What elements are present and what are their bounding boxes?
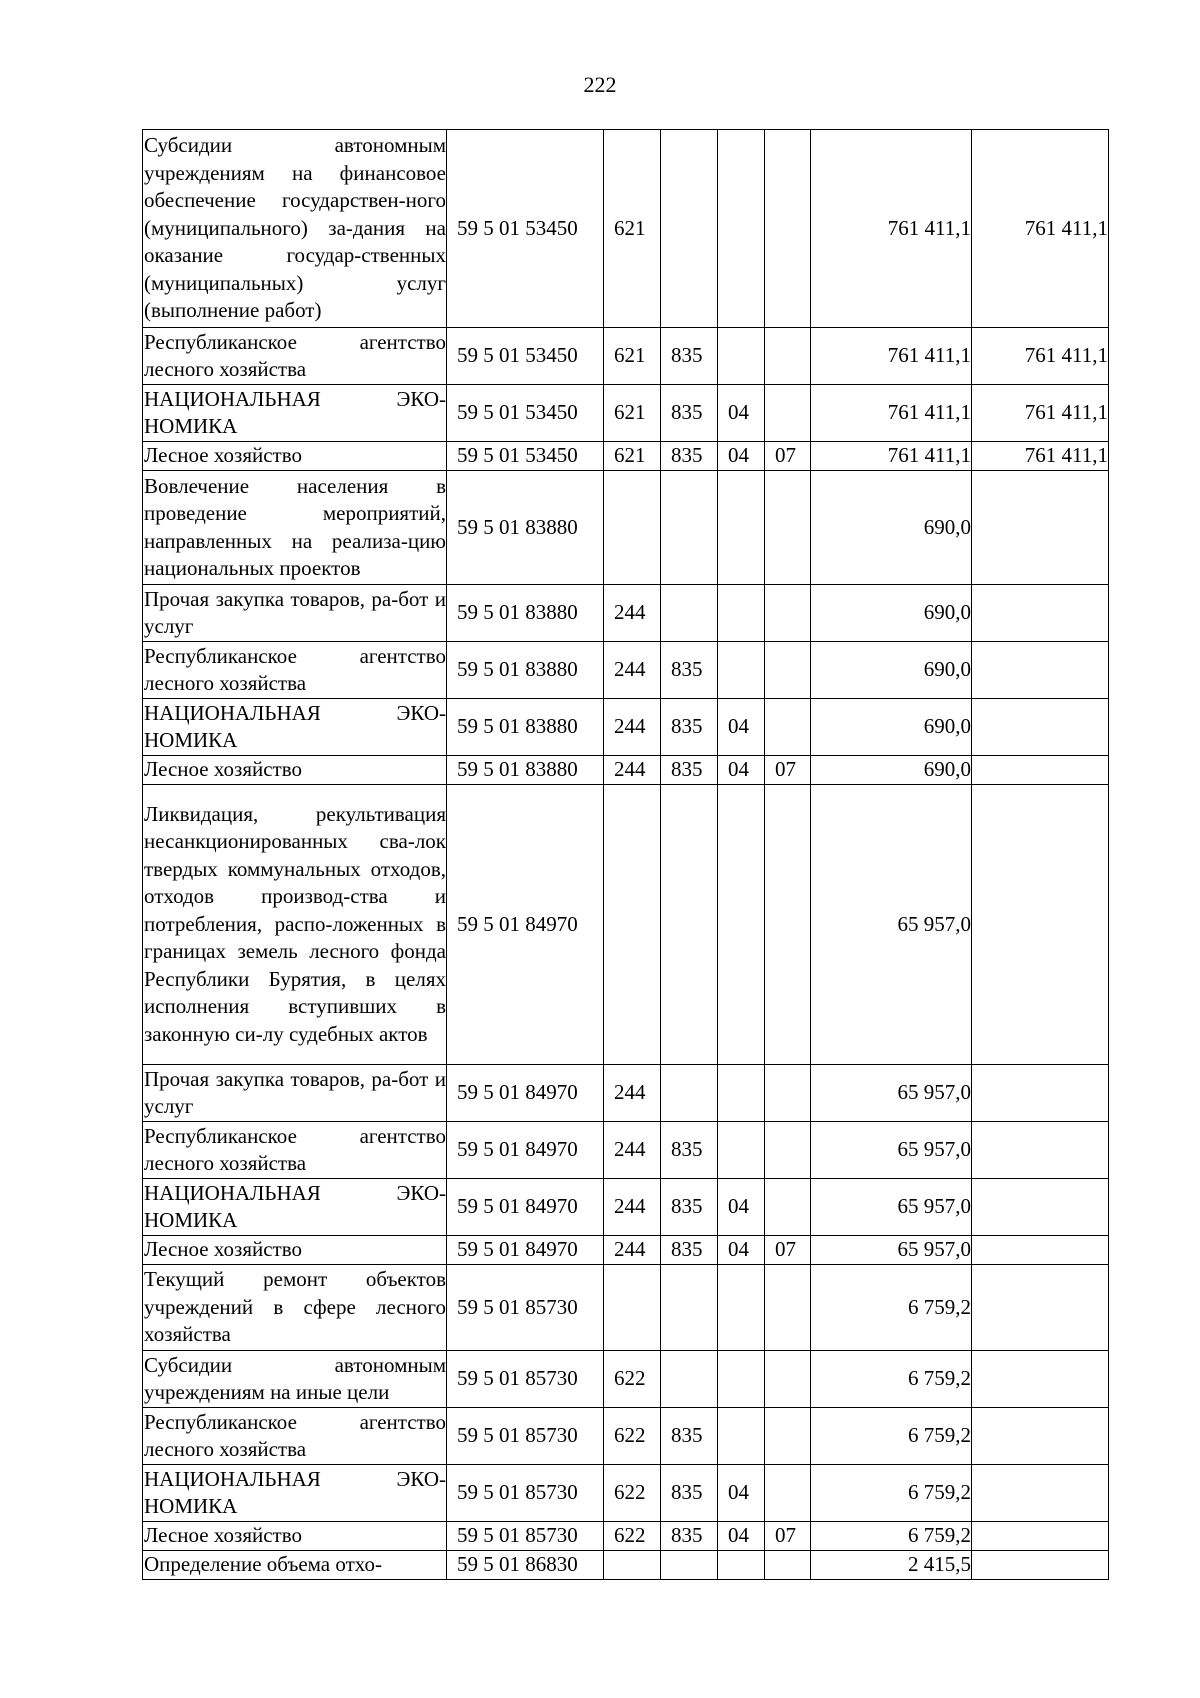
item-name: НАЦИОНАЛЬНАЯ ЭКО-НОМИКА	[143, 699, 447, 756]
subsection-code	[765, 1265, 811, 1351]
section-code	[718, 585, 765, 642]
table-row	[143, 756, 1109, 785]
agency-code: 835	[661, 1522, 718, 1551]
table-row	[143, 642, 1109, 699]
amount-2: 761 411,1	[972, 442, 1109, 471]
table-row	[143, 1522, 1109, 1551]
amount-1: 6 759,2	[811, 1265, 972, 1351]
amount-2	[972, 1265, 1109, 1351]
target-code: 59 5 01 83880	[447, 585, 604, 642]
amount-1: 761 411,1	[811, 442, 972, 471]
item-name: Прочая закупка товаров, ра-бот и услуг	[143, 1065, 447, 1122]
expense-type-code: 244	[604, 699, 661, 756]
expense-type-code: 244	[604, 1122, 661, 1179]
expense-type-code: 244	[604, 1179, 661, 1236]
target-code: 59 5 01 85730	[447, 1408, 604, 1465]
table-row	[143, 1236, 1109, 1265]
expense-type-code: 244	[604, 1236, 661, 1265]
target-code: 59 5 01 53450	[447, 130, 604, 328]
subsection-code	[765, 1551, 811, 1580]
section-code: 04	[718, 1236, 765, 1265]
section-code: 04	[718, 442, 765, 471]
subsection-code: 07	[765, 756, 811, 785]
agency-code: 835	[661, 328, 718, 385]
amount-1: 690,0	[811, 756, 972, 785]
expense-type-code	[604, 1265, 661, 1351]
expense-type-code: 244	[604, 642, 661, 699]
amount-2	[972, 785, 1109, 1065]
section-code	[718, 1351, 765, 1408]
amount-1: 690,0	[811, 471, 972, 585]
section-code: 04	[718, 756, 765, 785]
amount-1: 6 759,2	[811, 1351, 972, 1408]
subsection-code	[765, 785, 811, 1065]
table-row	[143, 1179, 1109, 1236]
target-code: 59 5 01 53450	[447, 385, 604, 442]
amount-2	[972, 585, 1109, 642]
table-row	[143, 785, 1109, 1065]
agency-code: 835	[661, 1122, 718, 1179]
item-name: НАЦИОНАЛЬНАЯ ЭКО-НОМИКА	[143, 1465, 447, 1522]
item-name: Текущий ремонт объектов учреждений в сфере лесного хозяйства	[143, 1265, 447, 1351]
amount-2	[972, 1065, 1109, 1122]
target-code: 59 5 01 84970	[447, 1179, 604, 1236]
table-row	[143, 1351, 1109, 1408]
subsection-code	[765, 1465, 811, 1522]
amount-2	[972, 471, 1109, 585]
agency-code: 835	[661, 699, 718, 756]
target-code: 59 5 01 84970	[447, 1236, 604, 1265]
item-name: Субсидии автономным учреждениям на финансовое обеспечение государствен-ного (муниципального) за-дания на оказание государ-ственных (муниципальных) услуг (выполнение работ)	[143, 130, 447, 328]
target-code: 59 5 01 85730	[447, 1265, 604, 1351]
amount-1: 690,0	[811, 699, 972, 756]
target-code: 59 5 01 83880	[447, 699, 604, 756]
expense-type-code	[604, 1551, 661, 1580]
budget-table-body	[143, 130, 1109, 1580]
page-number: 222	[583, 72, 617, 97]
agency-code	[661, 1551, 718, 1580]
item-name: Лесное хозяйство	[143, 1236, 447, 1265]
expense-type-code: 244	[604, 1065, 661, 1122]
amount-1: 65 957,0	[811, 1236, 972, 1265]
item-name: Лесное хозяйство	[143, 1522, 447, 1551]
agency-code: 835	[661, 642, 718, 699]
section-code	[718, 328, 765, 385]
target-code: 59 5 01 85730	[447, 1522, 604, 1551]
item-name: Вовлечение населения в проведение мероприятий, направленных на реализа-цию национальных проектов	[143, 471, 447, 585]
item-name: Определение объема отхо-	[143, 1551, 447, 1580]
agency-code	[661, 130, 718, 328]
expense-type-code	[604, 471, 661, 585]
amount-1: 761 411,1	[811, 328, 972, 385]
subsection-code	[765, 130, 811, 328]
section-code: 04	[718, 699, 765, 756]
subsection-code	[765, 385, 811, 442]
agency-code: 835	[661, 1408, 718, 1465]
item-name: Лесное хозяйство	[143, 756, 447, 785]
amount-2: 761 411,1	[972, 130, 1109, 328]
item-name: Республиканское агентство лесного хозяйства	[143, 1408, 447, 1465]
amount-2	[972, 699, 1109, 756]
item-name: НАЦИОНАЛЬНАЯ ЭКО-НОМИКА	[143, 1179, 447, 1236]
target-code: 59 5 01 84970	[447, 1122, 604, 1179]
amount-2	[972, 1465, 1109, 1522]
item-name: Лесное хозяйство	[143, 442, 447, 471]
amount-1: 65 957,0	[811, 1122, 972, 1179]
amount-2	[972, 1236, 1109, 1265]
item-name: Республиканское агентство лесного хозяйства	[143, 1122, 447, 1179]
expense-type-code: 622	[604, 1408, 661, 1465]
section-code	[718, 642, 765, 699]
subsection-code	[765, 1179, 811, 1236]
section-code: 04	[718, 1522, 765, 1551]
table-row	[143, 471, 1109, 585]
table-row	[143, 585, 1109, 642]
target-code: 59 5 01 84970	[447, 785, 604, 1065]
subsection-code	[765, 1122, 811, 1179]
amount-2	[972, 1408, 1109, 1465]
section-code	[718, 1265, 765, 1351]
expense-type-code: 621	[604, 130, 661, 328]
target-code: 59 5 01 84970	[447, 1065, 604, 1122]
subsection-code	[765, 471, 811, 585]
item-name: Республиканское агентство лесного хозяйства	[143, 642, 447, 699]
agency-code	[661, 585, 718, 642]
subsection-code: 07	[765, 1522, 811, 1551]
amount-1: 65 957,0	[811, 1065, 972, 1122]
section-code: 04	[718, 1179, 765, 1236]
item-name: Прочая закупка товаров, ра-бот и услуг	[143, 585, 447, 642]
amount-1: 6 759,2	[811, 1408, 972, 1465]
table-row	[143, 328, 1109, 385]
agency-code: 835	[661, 442, 718, 471]
table-row	[143, 442, 1109, 471]
amount-1: 690,0	[811, 585, 972, 642]
section-code	[718, 1122, 765, 1179]
amount-1: 6 759,2	[811, 1465, 972, 1522]
expense-type-code: 622	[604, 1522, 661, 1551]
expense-type-code: 622	[604, 1465, 661, 1522]
agency-code: 835	[661, 756, 718, 785]
expense-type-code: 621	[604, 328, 661, 385]
table-row	[143, 385, 1109, 442]
section-code: 04	[718, 1465, 765, 1522]
amount-2	[972, 1522, 1109, 1551]
subsection-code	[765, 1351, 811, 1408]
table-row	[143, 1065, 1109, 1122]
section-code	[718, 471, 765, 585]
amount-2	[972, 1179, 1109, 1236]
amount-1: 761 411,1	[811, 385, 972, 442]
expense-type-code: 244	[604, 585, 661, 642]
expense-type-code	[604, 785, 661, 1065]
table-row	[143, 1551, 1109, 1580]
amount-2: 761 411,1	[972, 328, 1109, 385]
table-row	[143, 1265, 1109, 1351]
agency-code	[661, 1351, 718, 1408]
expense-type-code: 621	[604, 442, 661, 471]
target-code: 59 5 01 83880	[447, 642, 604, 699]
item-name: Ликвидация, рекультивация несанкционированных сва-лок твердых коммунальных отходов, отходов производ-ства и потребления, распо-ложенных в границах земель лесного фонда Республики Бурятия, в целях исполнения вступивших в законную си-лу судебных актов	[143, 785, 447, 1065]
agency-code: 835	[661, 385, 718, 442]
section-code	[718, 1408, 765, 1465]
section-code	[718, 1065, 765, 1122]
table-row	[143, 699, 1109, 756]
amount-2	[972, 1551, 1109, 1580]
amount-2: 761 411,1	[972, 385, 1109, 442]
amount-1: 6 759,2	[811, 1522, 972, 1551]
agency-code	[661, 471, 718, 585]
agency-code	[661, 785, 718, 1065]
subsection-code	[765, 642, 811, 699]
subsection-code	[765, 585, 811, 642]
section-code	[718, 785, 765, 1065]
table-row	[143, 1122, 1109, 1179]
table-row	[143, 130, 1109, 328]
amount-2	[972, 1351, 1109, 1408]
subsection-code: 07	[765, 442, 811, 471]
subsection-code	[765, 1065, 811, 1122]
subsection-code: 07	[765, 1236, 811, 1265]
agency-code	[661, 1065, 718, 1122]
item-name: Республиканское агентство лесного хозяйства	[143, 328, 447, 385]
amount-2	[972, 1122, 1109, 1179]
amount-1: 2 415,5	[811, 1551, 972, 1580]
section-code	[718, 1551, 765, 1580]
expense-type-code: 622	[604, 1351, 661, 1408]
section-code	[718, 130, 765, 328]
budget-table	[142, 129, 1109, 1580]
agency-code: 835	[661, 1236, 718, 1265]
table-row	[143, 1465, 1109, 1522]
target-code: 59 5 01 83880	[447, 756, 604, 785]
target-code: 59 5 01 85730	[447, 1465, 604, 1522]
target-code: 59 5 01 86830	[447, 1551, 604, 1580]
item-name: Субсидии автономным учреждениям на иные цели	[143, 1351, 447, 1408]
agency-code	[661, 1265, 718, 1351]
agency-code: 835	[661, 1465, 718, 1522]
target-code: 59 5 01 85730	[447, 1351, 604, 1408]
subsection-code	[765, 328, 811, 385]
target-code: 59 5 01 53450	[447, 442, 604, 471]
amount-2	[972, 756, 1109, 785]
amount-1: 690,0	[811, 642, 972, 699]
target-code: 59 5 01 83880	[447, 471, 604, 585]
expense-type-code: 244	[604, 756, 661, 785]
subsection-code	[765, 699, 811, 756]
target-code: 59 5 01 53450	[447, 328, 604, 385]
expense-type-code: 621	[604, 385, 661, 442]
amount-1: 65 957,0	[811, 1179, 972, 1236]
amount-1: 761 411,1	[811, 130, 972, 328]
table-row	[143, 1408, 1109, 1465]
subsection-code	[765, 1408, 811, 1465]
amount-2	[972, 642, 1109, 699]
agency-code: 835	[661, 1179, 718, 1236]
amount-1: 65 957,0	[811, 785, 972, 1065]
section-code: 04	[718, 385, 765, 442]
item-name: НАЦИОНАЛЬНАЯ ЭКО-НОМИКА	[143, 385, 447, 442]
